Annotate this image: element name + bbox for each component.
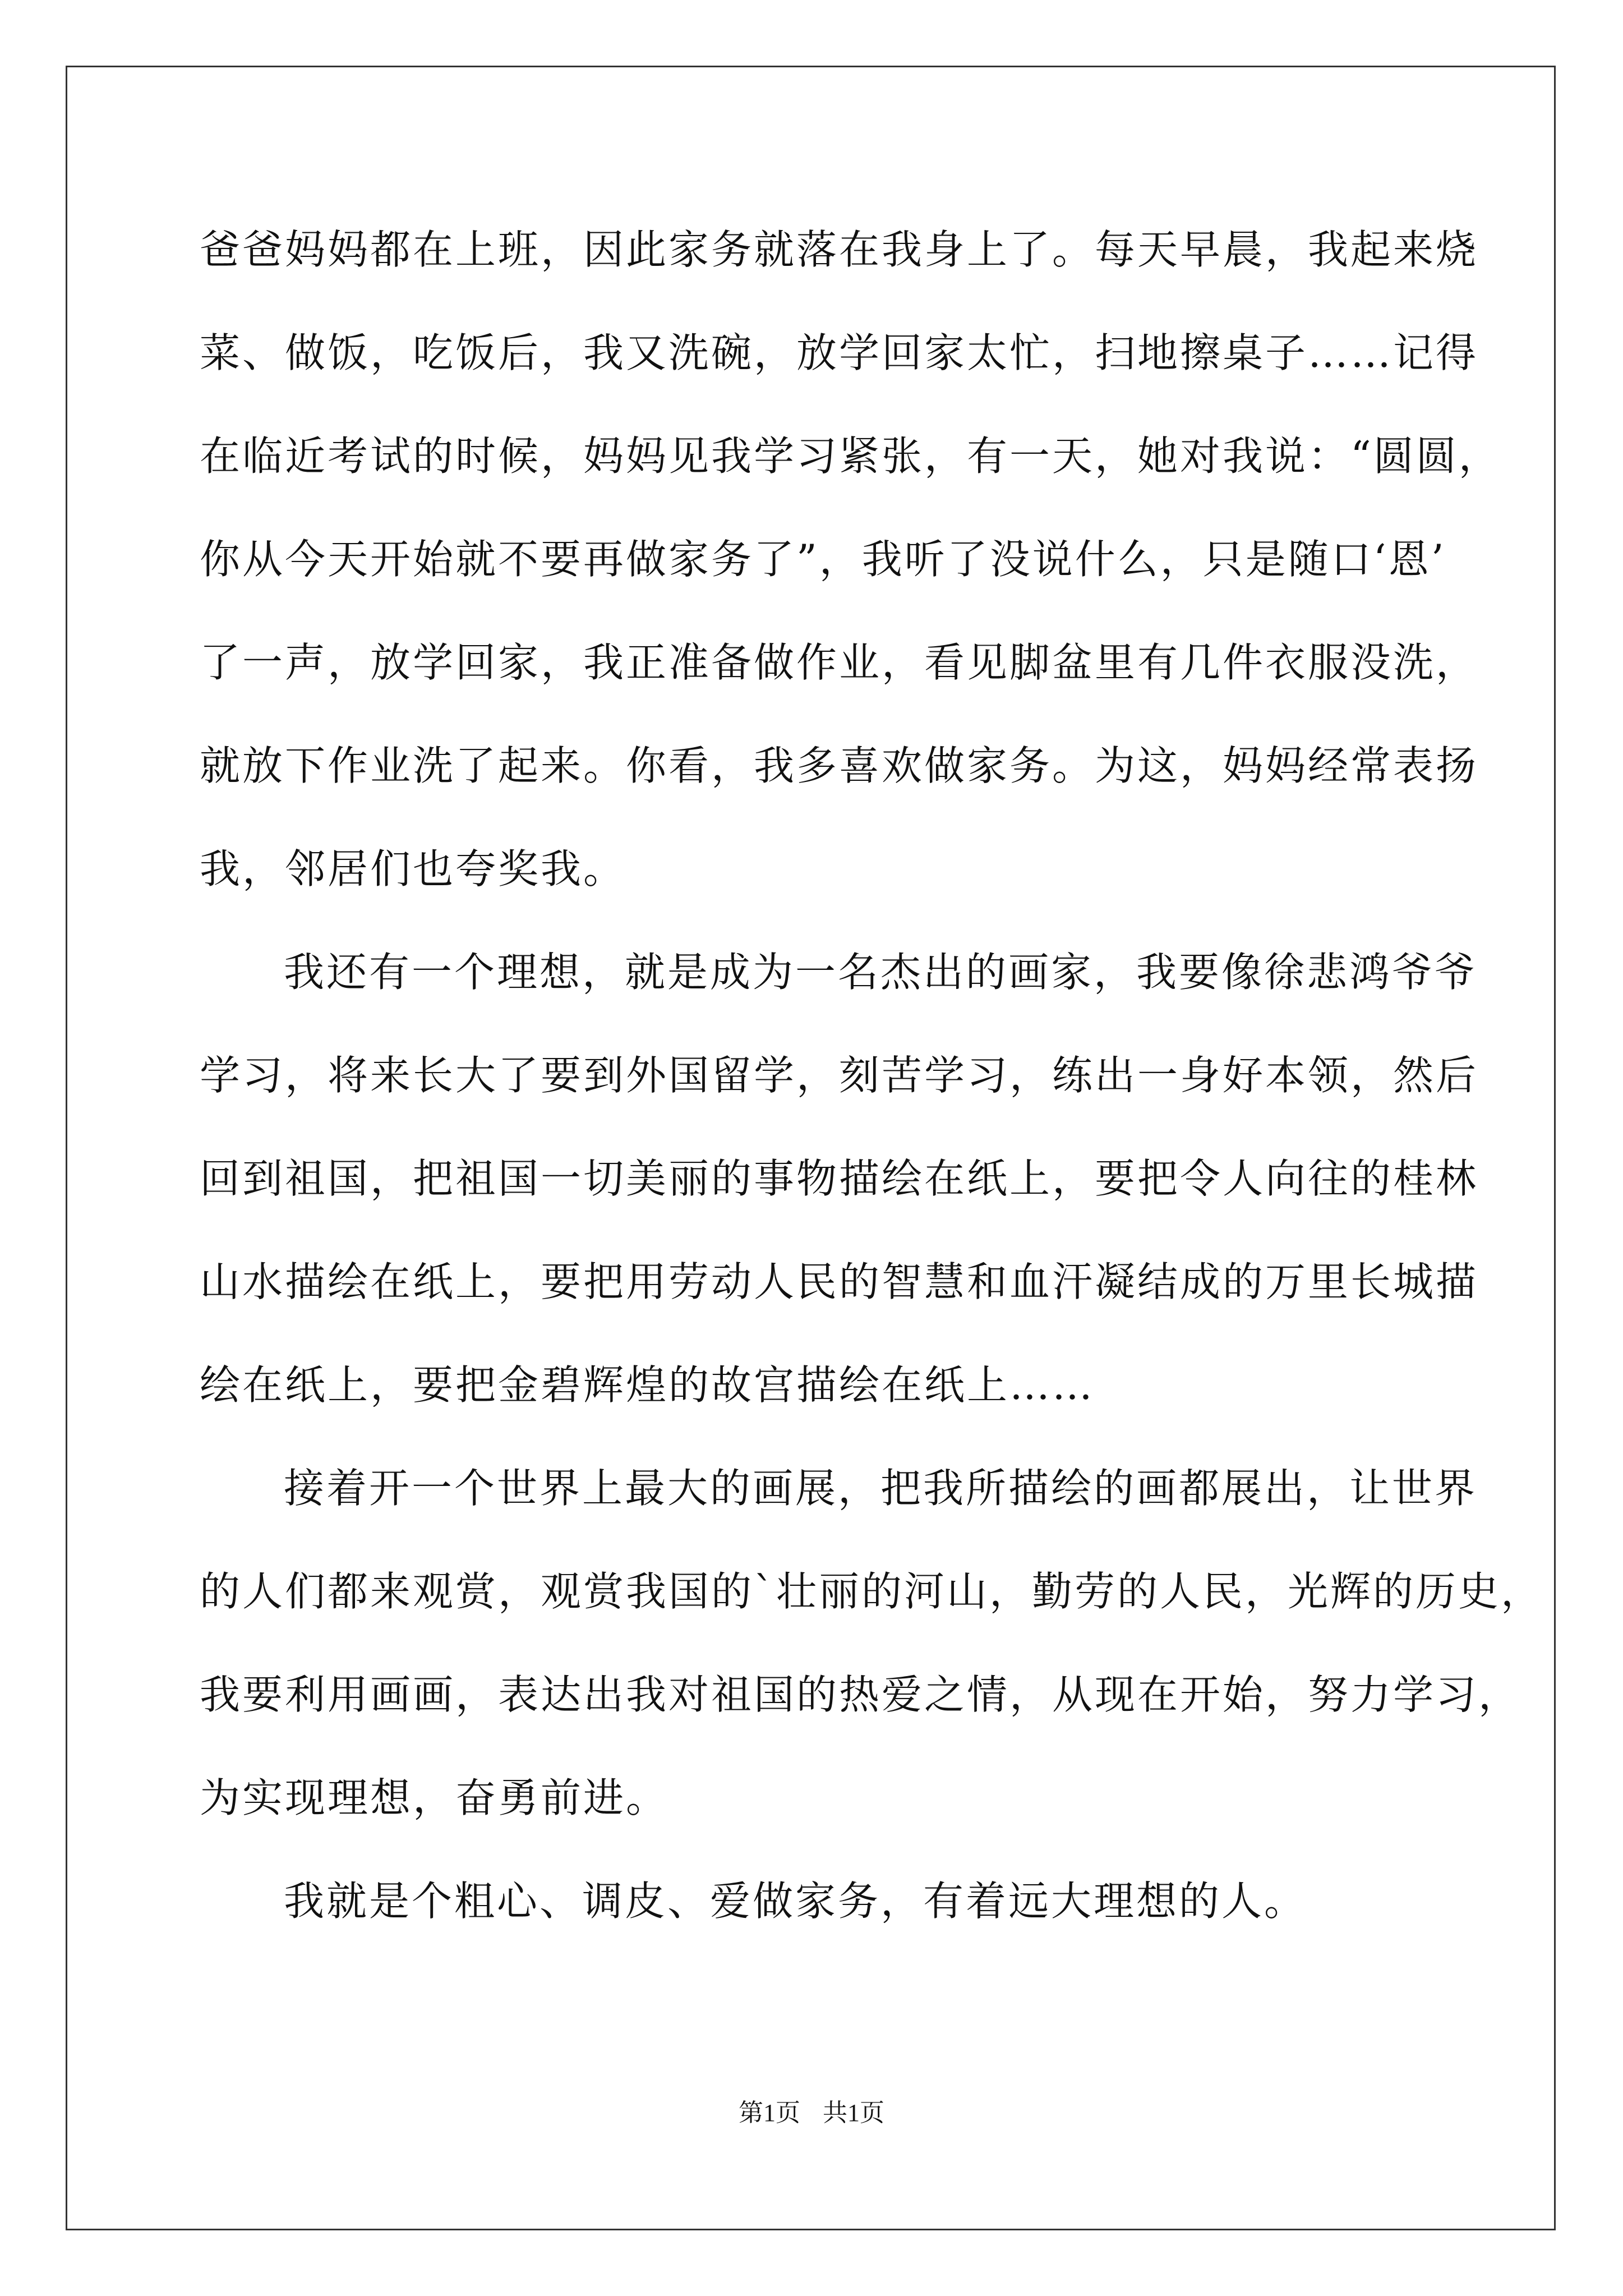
page-footer <box>0 2092 1623 2128</box>
text-line: 菜、做饭，吃饭后，我又洗碗，放学回家太忙，扫地擦桌子……记得 <box>200 329 1479 376</box>
text-line: 绘在纸上，要把金碧辉煌的故宫描绘在纸上…… <box>200 1361 1095 1409</box>
text-line: 学习，将来长大了要到外国留学，刻苦学习，练出一身好本领，然后 <box>200 1052 1479 1099</box>
text-line: 回到祖国，把祖国一切美丽的事物描绘在纸上，要把令人向往的桂林 <box>200 1155 1479 1202</box>
text-line: 在临近考试的时候，妈妈见我学习紧张，有一天，她对我说：“圆圆， <box>200 432 1501 480</box>
text-line: 了一声，放学回家，我正准备做作业，看见脚盆里有几件衣服没洗， <box>200 639 1479 686</box>
page-number: 第1页 <box>739 2099 800 2127</box>
text-line: 山水描绘在纸上，要把用劳动人民的智慧和血汗凝结成的万里长城描 <box>200 1258 1479 1305</box>
page-total: 共1页 <box>823 2099 884 2127</box>
text-line: 就放下作业洗了起来。你看，我多喜欢做家务。为这，妈妈经常表扬 <box>200 742 1479 789</box>
text-line: 我要利用画画，表达出我对祖国的热爱之情，从现在开始，努力学习， <box>200 1671 1521 1718</box>
document-body <box>200 208 1544 1962</box>
text-line: 爸爸妈妈都在上班，因此家务就落在我身上了。每天早晨，我起来烧 <box>200 226 1479 273</box>
text-line: 你从今天开始就不要再做家务了”，我听了没说什么，只是随口‘恩’ <box>200 536 1446 583</box>
text-line: 为实现理想，奋勇前进。 <box>200 1774 669 1821</box>
text-line-indented: 接着开一个世界上最大的画展，把我所描绘的画都展出，让世界 <box>284 1465 1478 1512</box>
text-line: 的人们都来观赏，观赏我国的`壮丽的河山，勤劳的人民，光辉的历史， <box>200 1568 1544 1615</box>
text-line-indented: 我就是个粗心、调皮、爱做家务，有着远大理想的人。 <box>284 1878 1307 1925</box>
text-line-indented: 我还有一个理想，就是成为一名杰出的画家，我要像徐悲鸿爷爷 <box>284 949 1478 996</box>
text-line: 我，邻居们也夸奖我。 <box>200 845 626 892</box>
